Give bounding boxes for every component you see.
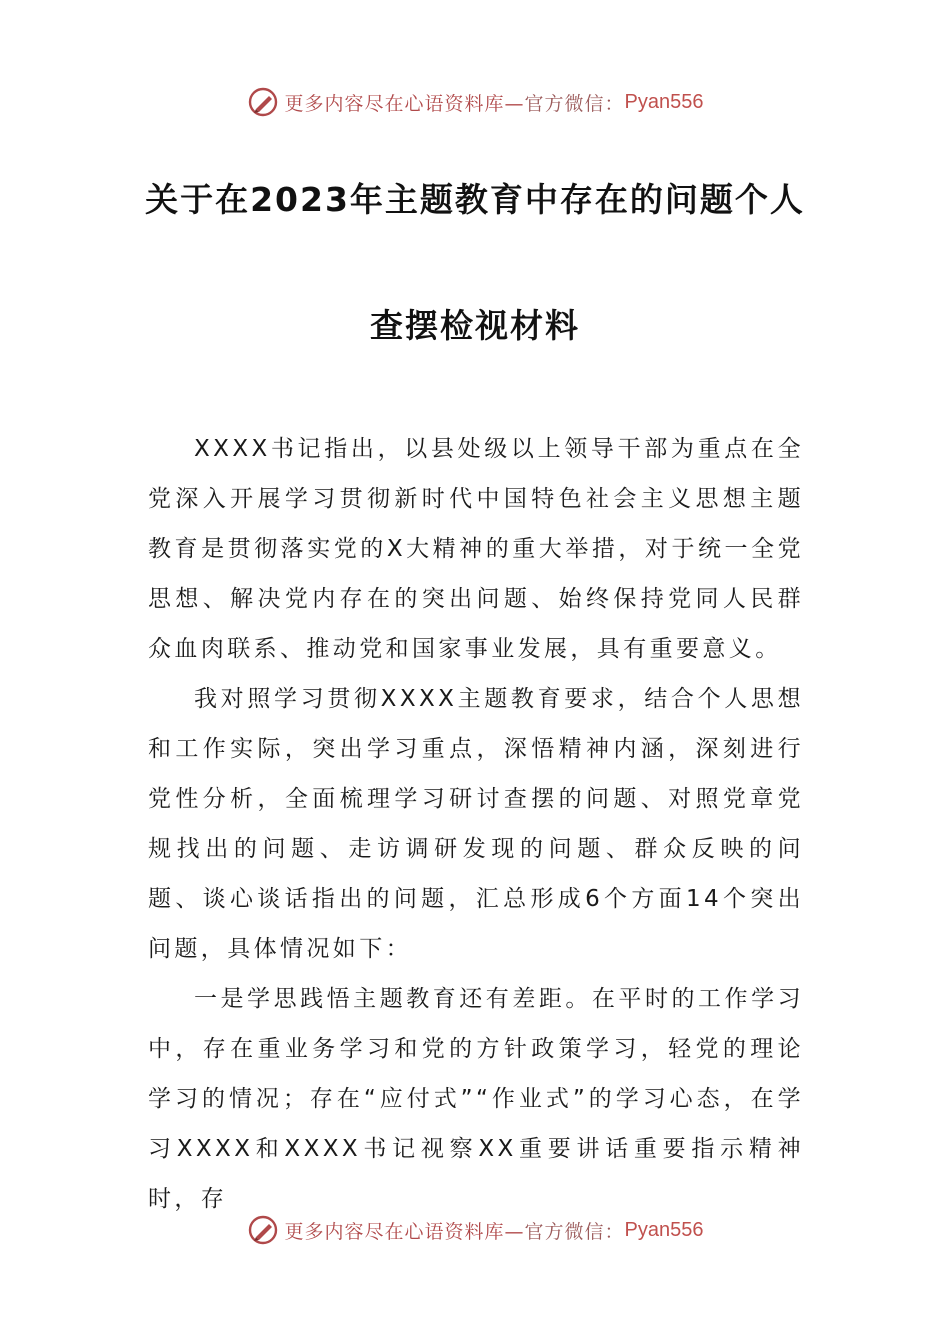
document-title-line-2: 查摆检视材料 bbox=[370, 306, 580, 345]
watermark-wechat-label: 官方微信： bbox=[524, 1220, 625, 1243]
body-paragraph-2: 我对照学习贯彻XXXX主题教育要求，结合个人思想和工作实际，突出学习重点，深悟精神内涵，深刻进行党性分析，全面梳理学习研讨查摆的问题、对照党章党规找出的问题、走访调研发现的问题、群众反映的问题、谈心谈话指出的问题，汇总形成6个方面14个突出问题，具体情况如下： bbox=[148, 686, 804, 962]
body-paragraph-3: 一是学思践悟主题教育还有差距。在平时的工作学习中，存在重业务学习和党的方针政策学习，轻党的理论学习的情况；存在“应付式”“作业式”的学习心态，在学习XXXX和XXXX书记视察XX重要讲话重要指示精神时，存 bbox=[148, 986, 804, 1212]
watermark-banner-bottom bbox=[0, 1212, 950, 1248]
watermark-text: 更多内容尽在心语资料库— bbox=[284, 1220, 525, 1243]
pen-logo-icon bbox=[247, 1214, 279, 1246]
document-body bbox=[148, 424, 804, 1224]
watermark-text: 更多内容尽在心语资料库— bbox=[284, 92, 525, 115]
document-title-line-1: 关于在2023年主题教育中存在的问题个人 bbox=[145, 180, 805, 219]
pen-logo-icon bbox=[247, 86, 279, 118]
watermark-wechat-id: Pyan556 bbox=[624, 1218, 704, 1241]
watermark-wechat-label: 官方微信： bbox=[524, 92, 625, 115]
watermark-banner-top bbox=[0, 84, 950, 120]
body-paragraph-1: XXXX书记指出，以县处级以上领导干部为重点在全党深入开展学习贯彻新时代中国特色社会主义思想主题教育是贯彻落实党的X大精神的重大举措，对于统一全党思想、解决党内存在的突出问题、始终保持党同人民群众血肉联系、推动党和国家事业发展，具有重要意义。 bbox=[148, 436, 804, 662]
watermark-wechat-id: Pyan556 bbox=[624, 90, 704, 113]
